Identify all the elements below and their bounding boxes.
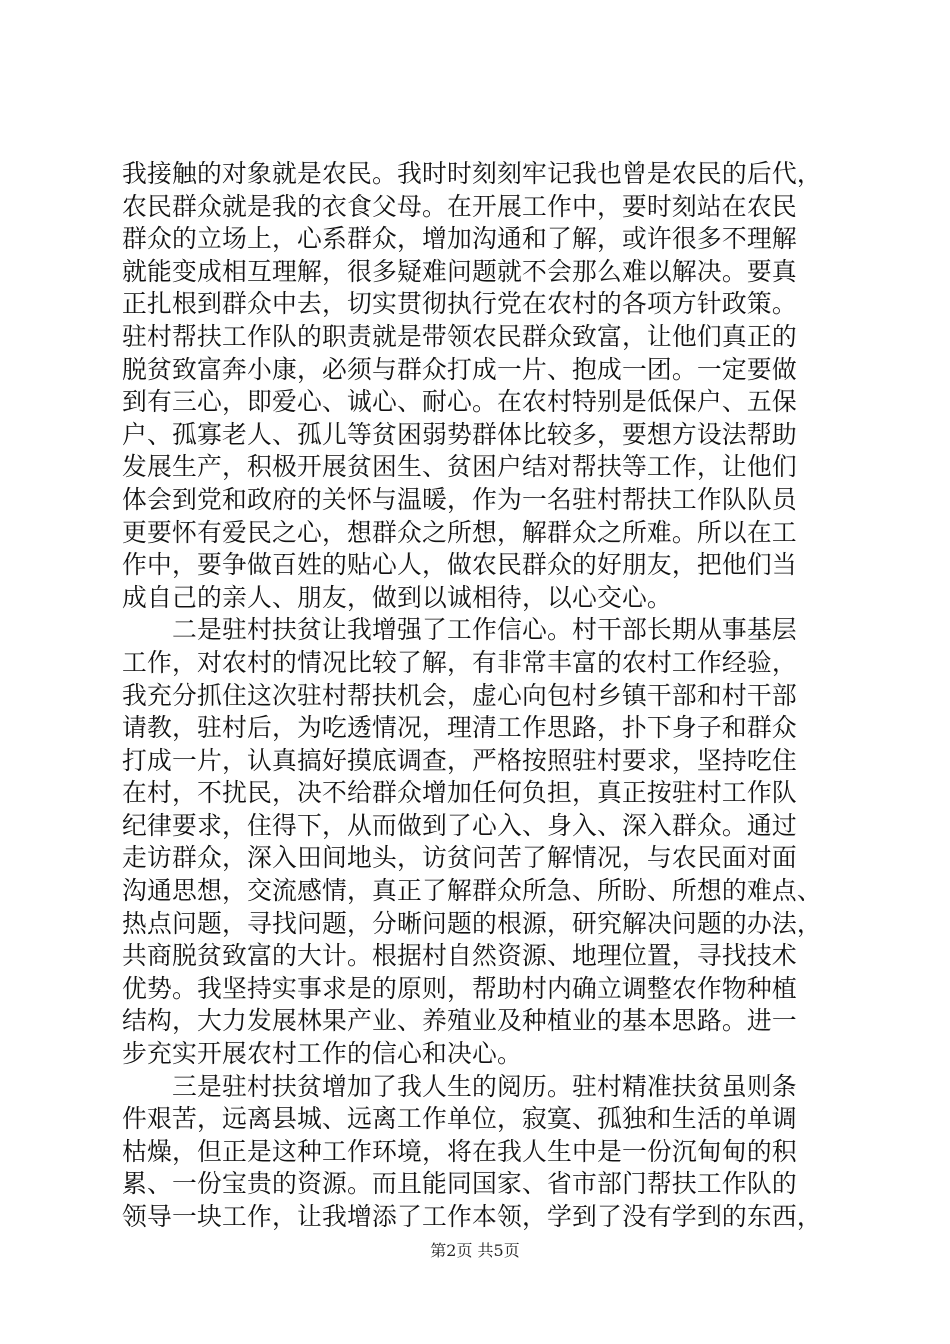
text-line: 到有三心，即爱心、诚心、耐心。在农村特别是低保户、五保 (122, 387, 797, 417)
text-line: 沟通思想，交流感情，真正了解群众所急、所盼、所想的难点、 (122, 876, 822, 906)
text-line: 优势。我坚持实事求是的原则，帮助村内确立调整农作物种植 (122, 973, 797, 1003)
text-line: 走访群众，深入田间地头，访贫问苦了解情况，与农民面对面 (122, 843, 797, 873)
text-line: 累、一份宝贵的资源。而且能同国家、省市部门帮扶工作队的 (122, 1169, 797, 1199)
text-line: 三是驻村扶贫增加了我人生的阅历。驻村精准扶贫虽则条 (122, 1071, 797, 1101)
text-line: 成自己的亲人、朋友，做到以诚相待，以心交心。 (122, 582, 672, 612)
text-line: 件艰苦，远离县城、远离工作单位，寂寞、孤独和生活的单调 (122, 1104, 797, 1134)
text-line: 我充分抓住这次驻村帮扶机会，虚心向包村乡镇干部和村干部 (122, 680, 797, 710)
text-line: 热点问题，寻找问题，分晰问题的根源，研究解决问题的办法， (122, 908, 822, 938)
text-line: 户、孤寡老人、孤儿等贫困弱势群体比较多，要想方设法帮助 (122, 419, 797, 449)
text-line: 打成一片，认真搞好摸底调查，严格按照驻村要求，坚持吃住 (122, 745, 797, 775)
text-line: 结构，大力发展林果产业、养殖业及种植业的基本思路。进一 (122, 1006, 797, 1036)
text-line: 作中，要争做百姓的贴心人，做农民群众的好朋友，把他们当 (122, 550, 797, 580)
text-line: 群众的立场上，心系群众，增加沟通和了解，或许很多不理解 (122, 224, 797, 254)
text-line: 发展生产，积极开展贫困生、贫困户结对帮扶等工作，让他们 (122, 452, 797, 482)
page-footer: 第2页 共5页 (430, 1241, 520, 1260)
text-line: 体会到党和政府的关怀与温暖，作为一名驻村帮扶工作队队员 (122, 484, 797, 514)
text-line: 就能变成相互理解，很多疑难问题就不会那么难以解决。要真 (122, 256, 797, 286)
text-line: 枯燥，但正是这种工作环境，将在我人生中是一份沉甸甸的积 (122, 1136, 797, 1166)
text-line: 二是驻村扶贫让我增强了工作信心。村干部长期从事基层 (122, 615, 797, 645)
text-line: 工作，对农村的情况比较了解，有非常丰富的农村工作经验， (122, 647, 797, 677)
text-line: 请教，驻村后，为吃透情况，理清工作思路，扑下身子和群众 (122, 713, 797, 743)
text-line: 纪律要求，住得下，从而做到了心入、身入、深入群众。通过 (122, 810, 797, 840)
body-text (122, 158, 832, 1234)
text-line: 正扎根到群众中去，切实贯彻执行党在农村的各项方针政策。 (122, 289, 797, 319)
text-line: 驻村帮扶工作队的职责就是带领农民群众致富，让他们真正的 (122, 321, 797, 351)
text-line: 领导一块工作，让我增添了工作本领，学到了没有学到的东西， (122, 1202, 822, 1231)
text-line: 更要怀有爱民之心，想群众之所想，解群众之所难。所以在工 (122, 517, 797, 547)
text-line: 共商脱贫致富的大计。根据村自然资源、地理位置，寻找技术 (122, 941, 797, 971)
text-line: 农民群众就是我的衣食父母。在开展工作中，要时刻站在农民 (122, 191, 797, 221)
text-line: 脱贫致富奔小康，必须与群众打成一片、抱成一团。一定要做 (122, 354, 797, 384)
text-line: 步充实开展农村工作的信心和决心。 (122, 1039, 522, 1069)
text-line: 在村，不扰民，决不给群众增加任何负担，真正按驻村工作队 (122, 778, 797, 808)
text-line: 我接触的对象就是农民。我时时刻刻牢记我也曾是农民的后代， (122, 159, 822, 188)
